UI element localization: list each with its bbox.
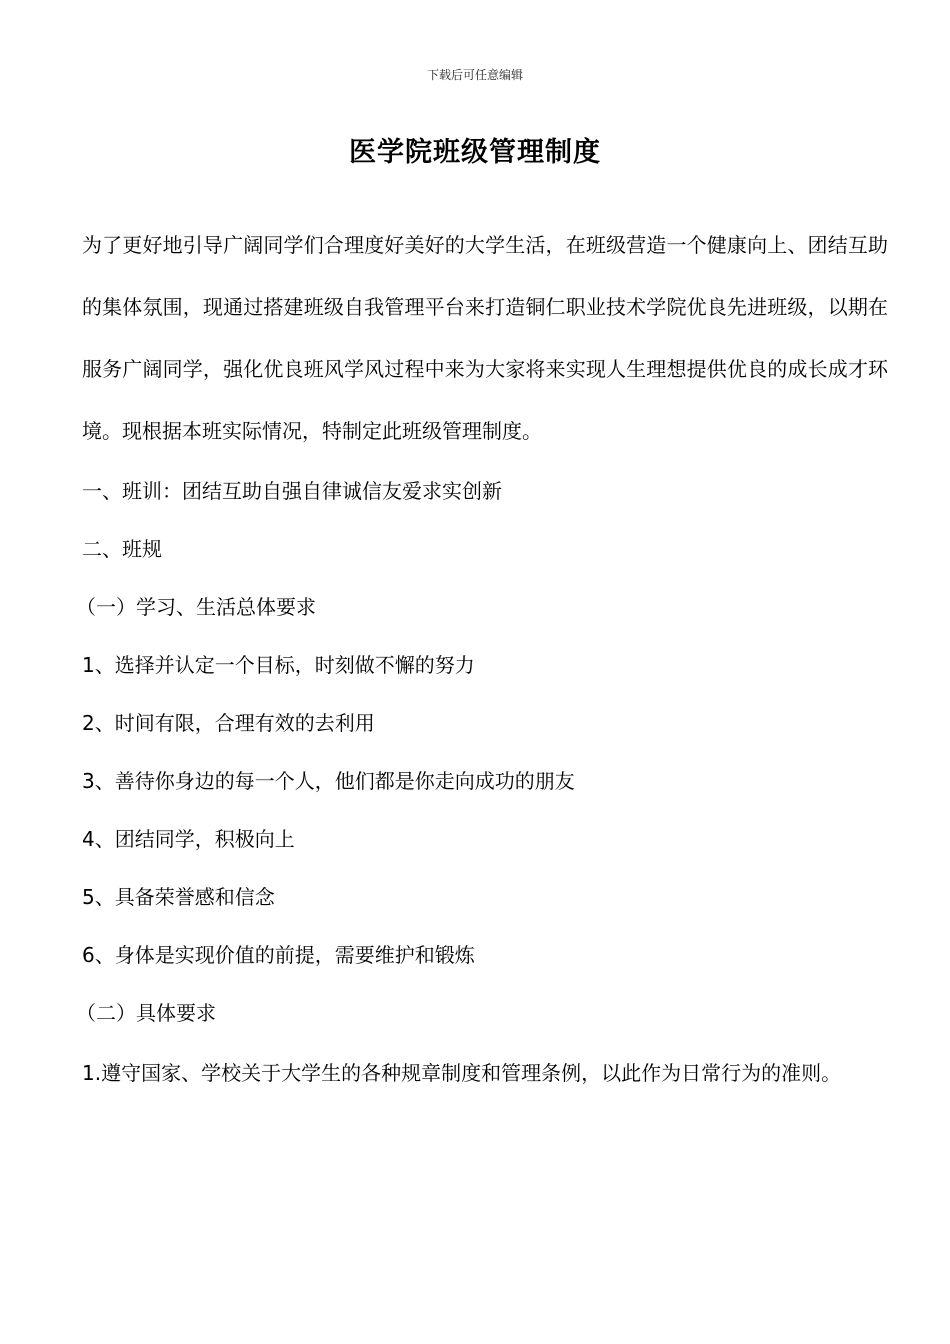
list-item: 1、选择并认定一个目标，时刻做不懈的努力 <box>82 653 475 677</box>
intro-paragraph: 为了更好地引导广阔同学们合理度好美好的大学生活，在班级营造一个健康向上、团结互助的集体氛围，现通过搭建班级自我管理平台来打造铜仁职业技术学院优良先进班级，以期在服务广阔同学，强化优良班风学风过程中来为大家将来实现人生理想提供优良的成长成才环境。现根据本班实际情况，特制定此班级管理制度。 <box>82 233 888 443</box>
subsection-general-requirements: （一）学习、生活总体要求 <box>76 595 316 619</box>
list-item: 2、时间有限，合理有效的去利用 <box>82 711 375 735</box>
document-body <box>76 214 888 1104</box>
list-item: 4、团结同学，积极向上 <box>82 827 295 851</box>
header-note: 下载后可任意编辑 <box>426 68 523 82</box>
section-class-rules: 二、班规 <box>82 537 162 561</box>
document-title: 医学院班级管理制度 <box>349 137 601 168</box>
list-item: 6、身体是实现价值的前提，需要维护和锻炼 <box>82 943 475 967</box>
list-item: 3、善待你身边的每一个人，他们都是你走向成功的朋友 <box>82 769 575 793</box>
section-class-motto: 一、班训：团结互助自强自律诚信友爱求实创新 <box>82 479 502 503</box>
subsection-specific-requirements: （二）具体要求 <box>76 1001 216 1025</box>
specific-rule-paragraph: 1.遵守国家、学校关于大学生的各种规章制度和管理条例，以此作为日常行为的准则。 <box>82 1061 842 1085</box>
list-item: 5、具备荣誉感和信念 <box>82 885 275 909</box>
